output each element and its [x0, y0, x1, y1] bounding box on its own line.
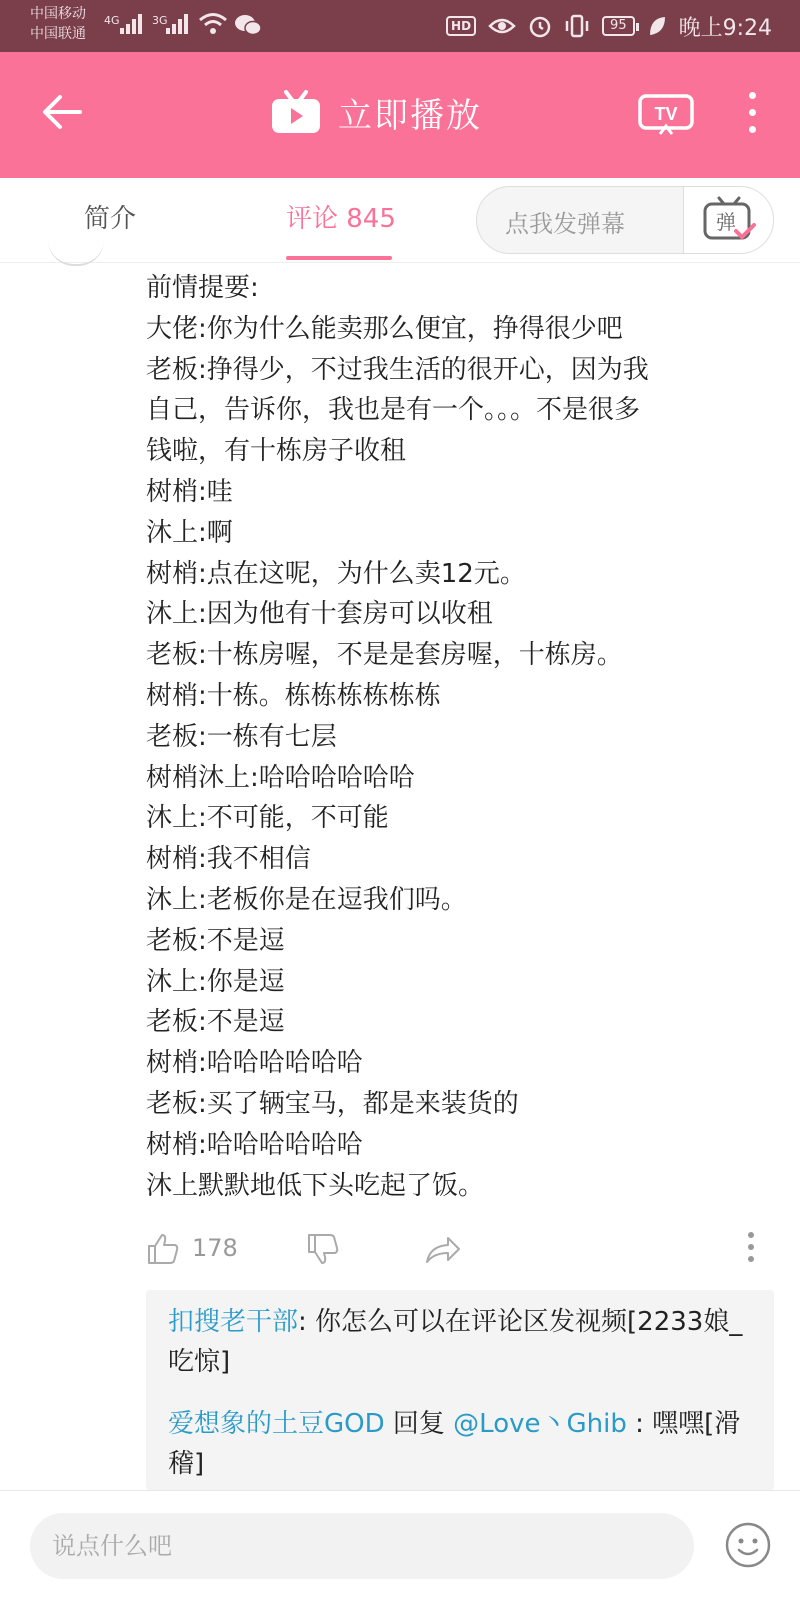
emoji-icon[interactable] — [724, 1521, 772, 1569]
comment-line: 大佬:你为什么能卖那么便宜，挣得很少吧 — [146, 313, 623, 344]
cast-tv-icon — [638, 94, 694, 136]
carrier-1: 中国移动 — [30, 6, 86, 22]
comment-actions — [146, 1228, 786, 1272]
battery-icon: 95 — [602, 16, 635, 36]
clock-time: 晚上9:24 — [678, 15, 772, 41]
reply-preview-box[interactable] — [146, 1290, 774, 1490]
comment-line: 树梢:哈哈哈哈哈哈 — [146, 1129, 363, 1160]
comment-line: 老板:十栋房喔，不是是套房喔，十栋房。 — [146, 640, 623, 671]
reply-item[interactable] — [168, 1404, 758, 1484]
header-title: 立即播放 — [338, 96, 482, 136]
comment-line: 树梢:哈哈哈哈哈哈 — [146, 1048, 363, 1079]
reply-word: 回复 — [384, 1409, 454, 1439]
tab-intro[interactable]: 简介 — [84, 204, 137, 234]
eye-icon — [488, 16, 516, 36]
network-type-2: 3G — [152, 14, 168, 27]
comment-more-icon[interactable] — [748, 1232, 756, 1268]
comment-line: 自己，告诉你，我也是有一个。。。不是很多 — [146, 395, 641, 426]
reply-username[interactable]: 扣搜老干部 — [168, 1307, 299, 1337]
danmaku-toggle-button[interactable] — [683, 187, 774, 253]
comment-line: 沐上:你是逗 — [146, 966, 285, 997]
comment-line: 沐上:老板你是在逗我们吗。 — [146, 884, 467, 915]
comment-line: 沐上默默地低下头吃起了饭。 — [146, 1170, 485, 1201]
comment-line: 树梢:我不相信 — [146, 844, 311, 875]
wechat-icon — [234, 14, 262, 36]
comment-input-bar — [0, 1490, 800, 1601]
reply-mention[interactable]: @Love丶Ghib — [453, 1409, 627, 1439]
vibrate-icon — [564, 13, 590, 39]
like-icon[interactable] — [146, 1232, 180, 1266]
network-type-1: 4G — [104, 14, 120, 27]
status-bar — [0, 0, 800, 52]
comment-line: 沐上:因为他有十套房可以收租 — [146, 599, 493, 630]
signal-icon — [120, 12, 144, 34]
dislike-icon[interactable] — [306, 1232, 340, 1266]
tv-logo-icon — [270, 89, 322, 137]
carrier-info — [30, 4, 86, 44]
comment-line: 树梢沐上:哈哈哈哈哈哈 — [146, 762, 415, 793]
tab-comments[interactable]: 评论 845 — [286, 204, 396, 234]
comment-line: 老板:一栋有七层 — [146, 721, 337, 752]
comment-input[interactable] — [30, 1513, 694, 1579]
cast-tv-label: TV — [654, 104, 678, 124]
danmaku-entry[interactable] — [476, 186, 774, 254]
danmaku-icon — [702, 195, 756, 245]
hd-icon: HD — [446, 16, 476, 36]
reply-text: : 嘿嘿[滑稽] — [168, 1409, 741, 1479]
reply-text: : 你怎么可以在评论区发视频[2233娘_吃惊] — [168, 1307, 743, 1377]
reply-username[interactable]: 爱想象的土豆GOD — [168, 1409, 385, 1439]
alarm-icon — [528, 14, 552, 38]
comment-line: 老板:买了辆宝马，都是来装货的 — [146, 1088, 519, 1119]
comment-line: 老板:不是逗 — [146, 1007, 285, 1038]
comment-line: 沐上:不可能，不可能 — [146, 803, 389, 834]
comment-line: 树梢:十栋。栋栋栋栋栋栋 — [146, 680, 441, 711]
share-icon[interactable] — [424, 1232, 462, 1266]
more-menu-icon[interactable] — [748, 92, 758, 136]
reply-item[interactable] — [168, 1302, 758, 1382]
wifi-icon — [198, 12, 228, 36]
status-right-group — [446, 10, 772, 42]
tab-bar — [0, 178, 800, 263]
comment-line: 钱啦，有十栋房子收租 — [146, 436, 407, 467]
comment-line: 树梢:点在这呢，为什么卖12元。 — [146, 558, 526, 589]
comment-line: 沐上:啊 — [146, 517, 233, 548]
carrier-2: 中国联通 — [30, 26, 86, 42]
leaf-icon — [647, 15, 667, 37]
app-header — [0, 52, 800, 178]
back-arrow-icon[interactable] — [40, 90, 84, 134]
play-now-button[interactable] — [270, 88, 482, 137]
danmaku-icon-label: 弹 — [716, 210, 736, 234]
comment-text — [146, 268, 776, 1206]
comment-line: 老板:挣得少，不过我生活的很开心，因为我 — [146, 354, 649, 385]
comment-line: 老板:不是逗 — [146, 925, 285, 956]
comment-line: 前情提要: — [146, 273, 259, 303]
tab-active-indicator — [286, 256, 392, 260]
like-count: 178 — [192, 1234, 238, 1262]
danmaku-placeholder[interactable]: 点我发弹幕 — [505, 210, 625, 238]
cast-tv-button[interactable] — [638, 94, 694, 136]
signal-icon-2 — [166, 12, 190, 34]
comment-line: 树梢:哇 — [146, 476, 233, 507]
